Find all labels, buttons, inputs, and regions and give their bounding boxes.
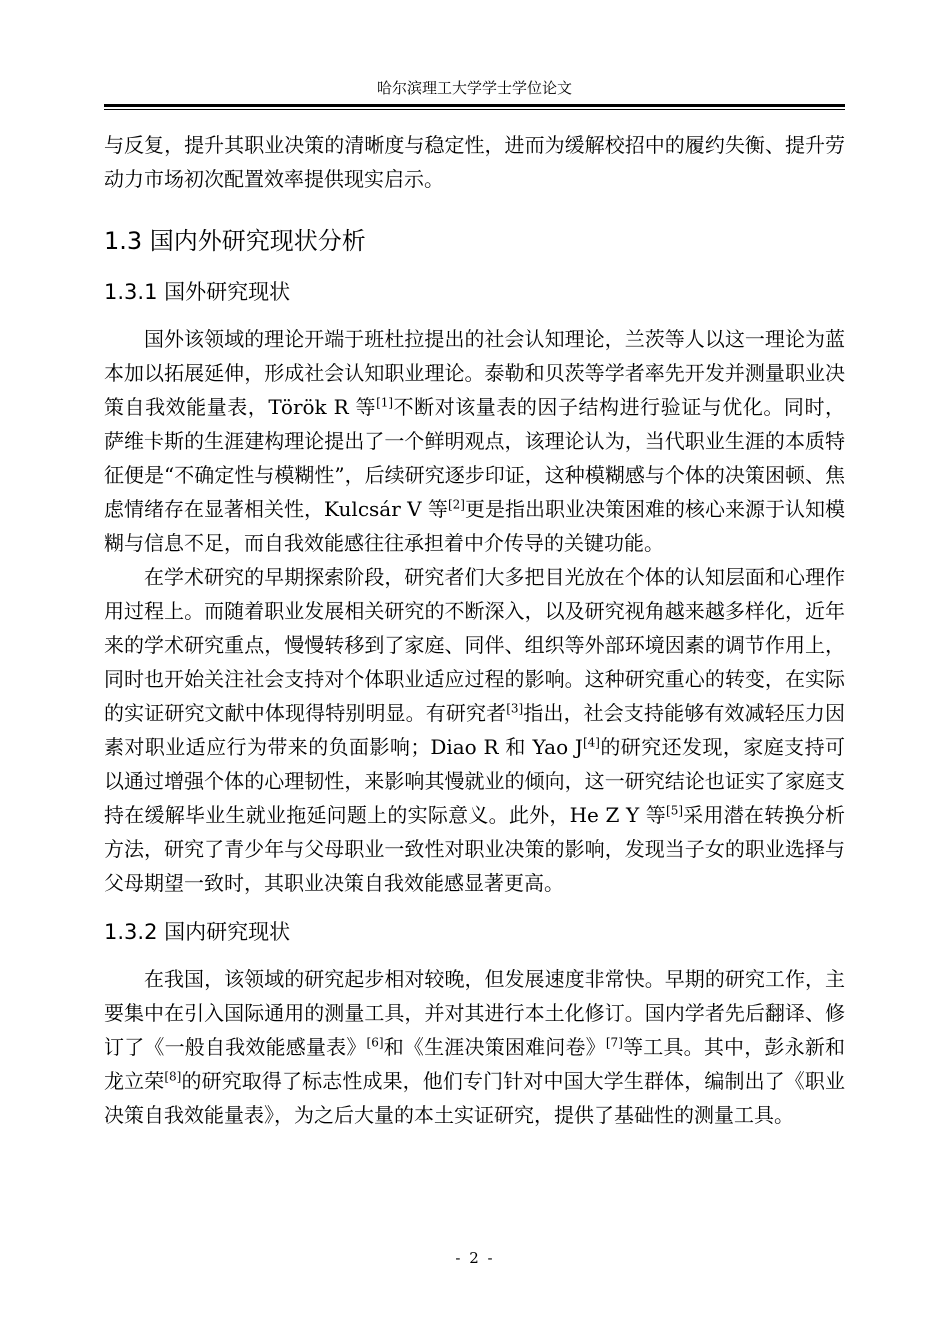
page-body <box>104 128 845 1132</box>
citation-ref[interactable]: [6] <box>366 1035 384 1050</box>
text-run: 的研究还发现，家庭支持可以通过增强个体的心理韧性，来影响其慢就业的倾向，这一研究结论也证实了家庭支持在缓解毕业生就业拖延问题上的实际意义。此外，He Z Y 等 <box>104 735 845 827</box>
header-rule-thin <box>104 109 845 110</box>
text-run: 在学术研究的早期探索阶段，研究者们大多把目光放在个体的认知层面和心理作用过程上。而随着职业发展相关研究的不断深入，以及研究视角越来越多样化，近年来的学术研究重点，慢慢转移到了家庭、同伴、组织等外部环境因素的调节作用上，同时也开始关注社会支持对个体职业适应过程的影响。这种研究重心的转变，在实际的实证研究文献中体现得特别明显。有研究者 <box>104 565 845 725</box>
text-run: 不断对该量表的因子结构进行验证与优化。同时，萨维卡斯的生涯建构理论提出了一个鲜明观点，该理论认为，当代职业生涯的本质特征便是“不确定性与模糊性”，后续研究逐步印证，这种模糊感与个体的决策困顿、焦虑情绪存在显著相关性，Kulcsár V 等 <box>104 395 846 521</box>
header-rule-thick <box>104 104 845 107</box>
text-run: 和《生涯决策困难问卷》 <box>383 1035 606 1059</box>
text-run: 采用潜在转换分析方法，研究了青少年与父母职业一致性对职业决策的影响，发现当子女的职业选择与父母期望一致时，其职业决策自我效能感显著更高。 <box>104 803 846 895</box>
subsection-heading-foreign: 1.3.1 国外研究现状 <box>104 280 291 304</box>
text-run: 等工具。其中，彭永新和龙立荣 <box>104 1035 846 1093</box>
subsection-heading-domestic: 1.3.2 国内研究现状 <box>104 920 291 944</box>
text-run: 在我国，该领域的研究起步相对较晚，但发展速度非常快。早期的研究工作，主要集中在引入国际通用的测量工具，并对其进行本土化修订。国内学者先后翻译、修订了《一般自我效能感量表》 <box>104 967 845 1059</box>
paragraph-domestic-1 <box>104 962 845 1132</box>
paragraph-foreign-2 <box>104 560 845 900</box>
citation-ref[interactable]: [4] <box>582 735 600 750</box>
running-header: 哈尔滨理工大学学士学位论文 <box>376 79 572 97</box>
text-run: 国外该领域的理论开端于班杜拉提出的社会认知理论，兰茨等人以这一理论为蓝本加以拓展延伸，形成社会认知职业理论。泰勒和贝茨等学者率先开发并测量职业决策自我效能量表，Török R 等 <box>104 327 845 419</box>
text-run: 更是指出职业决策困难的核心来源于认知模糊与信息不足，而自我效能感往往承担着中介传导的关键功能。 <box>104 497 846 555</box>
citation-ref[interactable]: [8] <box>164 1069 182 1084</box>
paragraph-foreign-1 <box>104 322 845 560</box>
continuation-paragraph: 与反复，提升其职业决策的清晰度与稳定性，进而为缓解校招中的履约失衡、提升劳动力市场初次配置效率提供现实启示。 <box>104 133 845 191</box>
citation-ref[interactable]: [5] <box>666 803 684 818</box>
text-run: 指出，社会支持能够有效减轻压力因素对职业适应行为带来的负面影响；Diao R 和 Yao J <box>104 701 846 759</box>
page-number: - 2 - <box>455 1249 495 1267</box>
citation-ref[interactable]: [3] <box>506 701 524 716</box>
text-run: 的研究取得了标志性成果，他们专门针对中国大学生群体，编制出了《职业决策自我效能量表》，为之后大量的本土实证研究，提供了基础性的测量工具。 <box>104 1069 846 1127</box>
citation-ref[interactable]: [1] <box>376 395 394 410</box>
section-heading: 1.3 国内外研究现状分析 <box>104 227 366 255</box>
citation-ref[interactable]: [2] <box>447 497 465 512</box>
citation-ref[interactable]: [7] <box>605 1035 623 1050</box>
